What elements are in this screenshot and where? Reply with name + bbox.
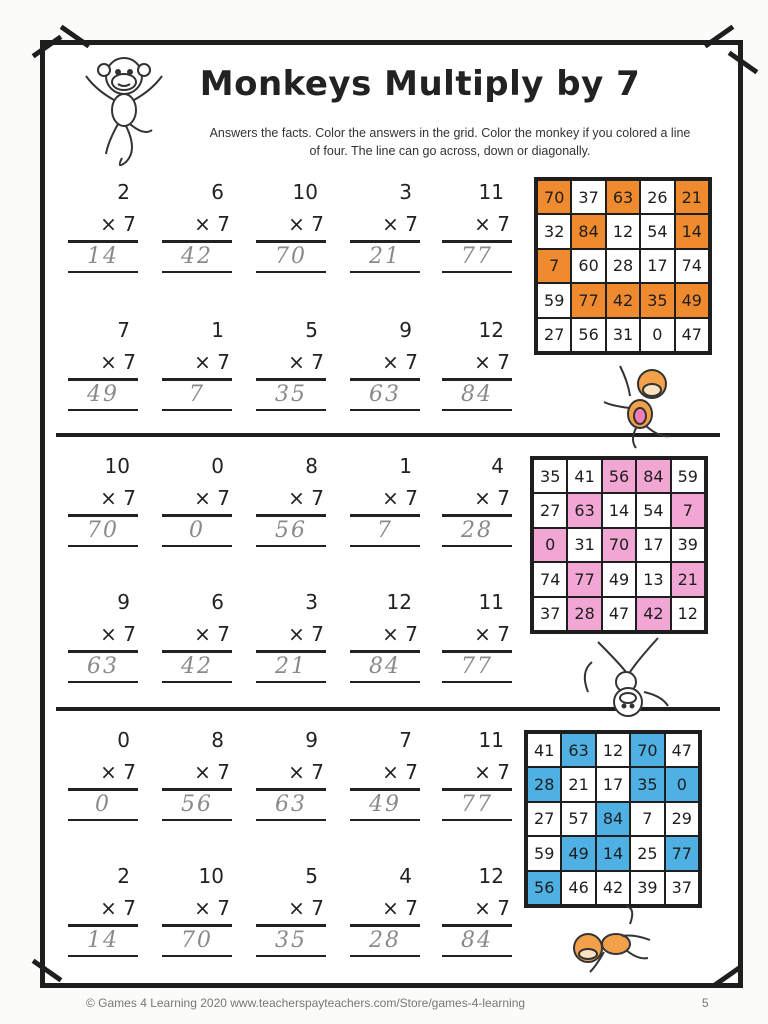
grid-cell[interactable]: 0: [640, 318, 674, 352]
multiplier: × 7: [100, 896, 136, 920]
answer-field[interactable]: 35: [275, 928, 307, 953]
grid-cell[interactable]: 63: [606, 180, 640, 214]
answer-grid: [524, 730, 702, 908]
page-title: Monkeys Multiply by 7: [199, 64, 641, 104]
grid-cell[interactable]: 77: [571, 283, 605, 317]
multiplicand: 2: [117, 180, 130, 204]
grid-cell[interactable]: 57: [561, 802, 595, 836]
grid-cell[interactable]: 56: [602, 459, 636, 493]
multiplier: × 7: [288, 486, 324, 510]
grid-cell[interactable]: 49: [561, 836, 595, 870]
answer-line: [350, 955, 420, 957]
problem-rule: [442, 788, 512, 791]
grid-cell[interactable]: 47: [665, 733, 699, 767]
answer-line: [68, 955, 138, 957]
multiplicand: 9: [305, 728, 318, 752]
multiplicand: 11: [478, 590, 504, 614]
answer-line: [162, 271, 232, 273]
grid-cell[interactable]: 7: [671, 493, 705, 527]
grid-cell[interactable]: 14: [675, 214, 709, 248]
grid-cell[interactable]: 59: [671, 459, 705, 493]
answer-field[interactable]: 21: [275, 654, 307, 679]
grid-cell[interactable]: 28: [567, 597, 601, 631]
multiplier: × 7: [100, 350, 136, 374]
grid-cell[interactable]: 21: [561, 767, 595, 801]
multiplicand: 10: [104, 454, 130, 478]
multiplier: × 7: [100, 622, 136, 646]
grid-cell[interactable]: 35: [630, 767, 664, 801]
answer-field[interactable]: 56: [181, 792, 213, 817]
answer-field[interactable]: 70: [181, 928, 213, 953]
grid-cell[interactable]: 14: [596, 836, 630, 870]
monkey-icon: [578, 632, 674, 718]
multiplier: × 7: [382, 760, 418, 784]
multiplicand: 1: [399, 454, 412, 478]
problem-rule: [162, 650, 232, 653]
problem-rule: [442, 240, 512, 243]
problem-rule: [162, 378, 232, 381]
answer-line: [350, 409, 420, 411]
grid-cell[interactable]: 70: [602, 528, 636, 562]
answer-line: [68, 681, 138, 683]
multiplicand: 11: [478, 180, 504, 204]
grid-cell[interactable]: 47: [675, 318, 709, 352]
grid-cell[interactable]: 35: [640, 283, 674, 317]
multiplier: × 7: [288, 622, 324, 646]
multiplicand: 12: [478, 318, 504, 342]
problem-rule: [162, 514, 232, 517]
multiplier: × 7: [474, 486, 510, 510]
multiplicand: 11: [478, 728, 504, 752]
problem-rule: [442, 378, 512, 381]
multiplicand: 4: [399, 864, 412, 888]
footer-copyright: © Games 4 Learning 2020 www.teacherspayteachers.com/Store/games-4-learning: [86, 996, 526, 1010]
grid-cell[interactable]: 47: [602, 597, 636, 631]
multiplier: × 7: [194, 486, 230, 510]
answer-field[interactable]: 42: [181, 654, 213, 679]
answer-field[interactable]: 21: [369, 244, 401, 269]
grid-cell[interactable]: 13: [636, 562, 670, 596]
grid-cell[interactable]: 27: [533, 493, 567, 527]
multiplier: × 7: [288, 896, 324, 920]
answer-line: [68, 271, 138, 273]
grid-cell[interactable]: 21: [671, 562, 705, 596]
grid-cell[interactable]: 70: [630, 733, 664, 767]
answer-field[interactable]: 7: [377, 518, 393, 543]
answer-line: [350, 271, 420, 273]
grid-cell[interactable]: 31: [567, 528, 601, 562]
multiplicand: 8: [305, 454, 318, 478]
problem-rule: [350, 378, 420, 381]
multiplicand: 12: [478, 864, 504, 888]
multiplier: × 7: [474, 896, 510, 920]
grid-cell[interactable]: 28: [527, 767, 561, 801]
problem-rule: [68, 924, 138, 927]
multiplier: × 7: [382, 212, 418, 236]
answer-field[interactable]: 77: [461, 792, 493, 817]
multiplier: × 7: [382, 350, 418, 374]
answer-line: [442, 271, 512, 273]
grid-cell[interactable]: 39: [630, 871, 664, 905]
grid-cell[interactable]: 37: [665, 871, 699, 905]
multiplicand: 5: [305, 864, 318, 888]
multiplier: × 7: [382, 896, 418, 920]
answer-field[interactable]: 70: [275, 244, 307, 269]
multiplicand: 4: [491, 454, 504, 478]
answer-field[interactable]: 63: [275, 792, 307, 817]
answer-line: [162, 955, 232, 957]
problem-rule: [68, 788, 138, 791]
grid-cell[interactable]: 46: [561, 871, 595, 905]
answer-line: [442, 545, 512, 547]
grid-cell[interactable]: 59: [527, 836, 561, 870]
problem-rule: [68, 240, 138, 243]
grid-cell[interactable]: 56: [571, 318, 605, 352]
multiplicand: 7: [117, 318, 130, 342]
grid-cell[interactable]: 12: [606, 214, 640, 248]
grid-cell[interactable]: 17: [640, 249, 674, 283]
answer-line: [256, 819, 326, 821]
answer-field[interactable]: 84: [461, 928, 493, 953]
answer-field[interactable]: 35: [275, 382, 307, 407]
grid-cell[interactable]: 14: [602, 493, 636, 527]
multiplier: × 7: [100, 212, 136, 236]
answer-line: [442, 955, 512, 957]
grid-cell[interactable]: 77: [665, 836, 699, 870]
answer-field[interactable]: 28: [461, 518, 493, 543]
answer-line: [350, 545, 420, 547]
grid-cell[interactable]: 0: [665, 767, 699, 801]
multiplier: × 7: [100, 486, 136, 510]
multiplier: × 7: [474, 760, 510, 784]
multiplier: × 7: [288, 760, 324, 784]
grid-cell[interactable]: 27: [537, 318, 571, 352]
answer-line: [256, 409, 326, 411]
answer-line: [256, 545, 326, 547]
grid-cell[interactable]: 29: [665, 802, 699, 836]
problem-rule: [162, 788, 232, 791]
answer-field[interactable]: 84: [461, 382, 493, 407]
answer-line: [442, 409, 512, 411]
answer-grid: [530, 456, 708, 634]
answer-field[interactable]: 63: [87, 654, 119, 679]
answer-field[interactable]: 42: [181, 244, 213, 269]
multiplicand: 2: [117, 864, 130, 888]
multiplicand: 0: [211, 454, 224, 478]
grid-cell[interactable]: 7: [630, 802, 664, 836]
grid-cell[interactable]: 39: [671, 528, 705, 562]
grid-cell[interactable]: 28: [606, 249, 640, 283]
grid-cell[interactable]: 7: [537, 249, 571, 283]
grid-cell[interactable]: 49: [675, 283, 709, 317]
multiplicand: 8: [211, 728, 224, 752]
answer-field[interactable]: 63: [369, 382, 401, 407]
multiplier: × 7: [474, 350, 510, 374]
multiplier: × 7: [100, 760, 136, 784]
grid-cell[interactable]: 42: [596, 871, 630, 905]
grid-cell[interactable]: 42: [636, 597, 670, 631]
multiplicand: 9: [117, 590, 130, 614]
answer-line: [162, 545, 232, 547]
grid-cell[interactable]: 74: [533, 562, 567, 596]
grid-cell[interactable]: 49: [602, 562, 636, 596]
answer-field[interactable]: 7: [189, 382, 205, 407]
problem-rule: [256, 378, 326, 381]
problem-rule: [68, 650, 138, 653]
answer-line: [162, 819, 232, 821]
answer-field[interactable]: 0: [95, 792, 111, 817]
grid-cell[interactable]: 84: [636, 459, 670, 493]
grid-cell[interactable]: 84: [596, 802, 630, 836]
answer-line: [68, 409, 138, 411]
grid-cell[interactable]: 26: [640, 180, 674, 214]
answer-line: [256, 955, 326, 957]
grid-cell[interactable]: 74: [675, 249, 709, 283]
answer-field[interactable]: 14: [87, 244, 119, 269]
problem-rule: [442, 514, 512, 517]
problem-rule: [162, 924, 232, 927]
answer-line: [442, 819, 512, 821]
multiplier: × 7: [474, 622, 510, 646]
multiplier: × 7: [194, 896, 230, 920]
problem-rule: [350, 924, 420, 927]
answer-line: [162, 681, 232, 683]
multiplicand: 9: [399, 318, 412, 342]
problem-rule: [350, 240, 420, 243]
grid-cell[interactable]: 35: [533, 459, 567, 493]
problem-rule: [162, 240, 232, 243]
problem-rule: [256, 240, 326, 243]
answer-field[interactable]: 49: [369, 792, 401, 817]
multiplier: × 7: [382, 622, 418, 646]
grid-cell[interactable]: 37: [571, 180, 605, 214]
grid-cell[interactable]: 12: [671, 597, 705, 631]
problem-rule: [68, 514, 138, 517]
answer-line: [68, 545, 138, 547]
grid-cell[interactable]: 41: [567, 459, 601, 493]
grid-cell[interactable]: 27: [527, 802, 561, 836]
page-number: 5: [702, 996, 709, 1010]
grid-cell[interactable]: 21: [675, 180, 709, 214]
multiplicand: 3: [305, 590, 318, 614]
answer-line: [256, 271, 326, 273]
grid-cell[interactable]: 41: [527, 733, 561, 767]
problem-rule: [256, 924, 326, 927]
answer-line: [350, 681, 420, 683]
multiplicand: 5: [305, 318, 318, 342]
multiplicand: 1: [211, 318, 224, 342]
multiplicand: 6: [211, 180, 224, 204]
problem-rule: [350, 650, 420, 653]
answer-field[interactable]: 49: [87, 382, 119, 407]
answer-field[interactable]: 77: [461, 244, 493, 269]
multiplier: × 7: [194, 212, 230, 236]
grid-cell[interactable]: 37: [533, 597, 567, 631]
grid-cell[interactable]: 17: [596, 767, 630, 801]
answer-line: [68, 819, 138, 821]
problem-rule: [442, 924, 512, 927]
answer-line: [256, 681, 326, 683]
grid-cell[interactable]: 84: [571, 214, 605, 248]
grid-cell[interactable]: 70: [537, 180, 571, 214]
multiplier: × 7: [194, 622, 230, 646]
grid-cell[interactable]: 54: [636, 493, 670, 527]
grid-cell[interactable]: 32: [537, 214, 571, 248]
grid-cell[interactable]: 17: [636, 528, 670, 562]
problem-rule: [256, 650, 326, 653]
grid-cell[interactable]: 25: [630, 836, 664, 870]
grid-cell[interactable]: 54: [640, 214, 674, 248]
grid-cell[interactable]: 63: [567, 493, 601, 527]
answer-line: [350, 819, 420, 821]
problem-rule: [350, 788, 420, 791]
multiplicand: 7: [399, 728, 412, 752]
multiplier: × 7: [194, 350, 230, 374]
answer-field[interactable]: 28: [369, 928, 401, 953]
multiplicand: 10: [198, 864, 224, 888]
answer-line: [442, 681, 512, 683]
grid-cell[interactable]: 63: [561, 733, 595, 767]
answer-field[interactable]: 14: [87, 928, 119, 953]
grid-cell[interactable]: 0: [533, 528, 567, 562]
grid-cell[interactable]: 56: [527, 871, 561, 905]
answer-grid: [534, 177, 712, 355]
multiplier: × 7: [382, 486, 418, 510]
grid-cell[interactable]: 31: [606, 318, 640, 352]
monkey-icon: [78, 50, 170, 174]
multiplier: × 7: [288, 212, 324, 236]
answer-field[interactable]: 0: [189, 518, 205, 543]
multiplier: × 7: [474, 212, 510, 236]
grid-cell[interactable]: 77: [567, 562, 601, 596]
problem-rule: [350, 514, 420, 517]
answer-field[interactable]: 84: [369, 654, 401, 679]
grid-cell[interactable]: 42: [606, 283, 640, 317]
grid-cell[interactable]: 60: [571, 249, 605, 283]
answer-field[interactable]: 56: [275, 518, 307, 543]
monkey-icon: [600, 362, 680, 452]
problem-rule: [68, 378, 138, 381]
answer-line: [162, 409, 232, 411]
instructions: Answers the facts. Color the answers in the grid. Color the monkey if you colored a line of four. The line can go across, down or diagonally.: [209, 126, 691, 158]
multiplier: × 7: [288, 350, 324, 374]
problem-rule: [256, 788, 326, 791]
answer-field[interactable]: 70: [87, 518, 119, 543]
monkey-icon: [560, 904, 660, 978]
grid-cell[interactable]: 12: [596, 733, 630, 767]
problem-rule: [442, 650, 512, 653]
multiplicand: 12: [386, 590, 412, 614]
multiplier: × 7: [194, 760, 230, 784]
multiplicand: 0: [117, 728, 130, 752]
answer-field[interactable]: 77: [461, 654, 493, 679]
problem-rule: [256, 514, 326, 517]
multiplicand: 3: [399, 180, 412, 204]
grid-cell[interactable]: 59: [537, 283, 571, 317]
multiplicand: 6: [211, 590, 224, 614]
multiplicand: 10: [292, 180, 318, 204]
